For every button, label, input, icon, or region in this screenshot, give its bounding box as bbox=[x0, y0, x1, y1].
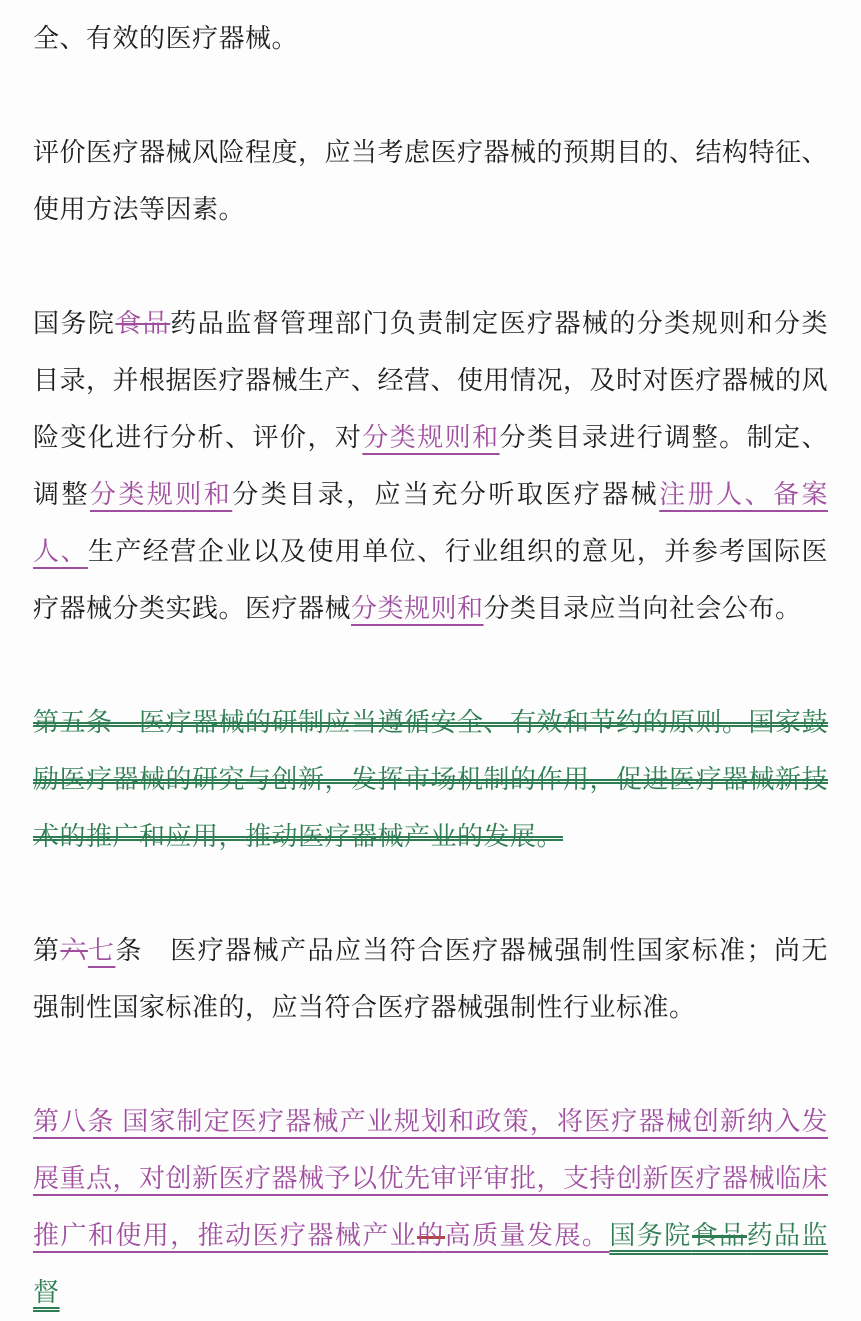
text-run-ins-purple: 第八条 国家制定医疗器械产业规划和政策，将医疗器械创新纳入发展重点，对创新医疗器械予以优先审评审批，支持创新医疗器械临床推广和使用，推动医疗器械产业 bbox=[33, 1107, 829, 1250]
text-run-normal: 第 bbox=[33, 936, 61, 965]
text-run-normal: 药品监督管理部门负责制定医疗器械的分类规则和分类目录，并根据医疗器械生产、经营、使用情况，及时对医疗器械的风险变化进行分析、评价，对 bbox=[33, 309, 829, 452]
text-run-move-green: 国务院 bbox=[609, 1221, 692, 1250]
text-run-ins-purple: 七 bbox=[87, 936, 116, 965]
text-run-ins-purple: 注册人、备案人、 bbox=[33, 480, 828, 566]
paragraph-2 bbox=[33, 124, 828, 238]
text-run-normal: 分类目录进行调整。制定、调整 bbox=[33, 423, 828, 509]
text-run-ins-purple: 高质量发展。 bbox=[444, 1221, 610, 1250]
text-run-del-green-double: 第五条 医疗器械的研制应当遵循安全、有效和节约的原则。国家鼓励医疗器械的研究与创新，发挥市场机制的作用，促进医疗器械新技术的推广和应用，推动医疗器械产业的发展。 bbox=[33, 708, 829, 851]
text-run-normal: 分类目录，应当充分听取医疗器械 bbox=[232, 480, 660, 509]
text-run-del-purple: 六 bbox=[60, 936, 88, 965]
text-run-ins-purple: 分类规则和 bbox=[362, 423, 500, 452]
text-run-normal: 全、有效的医疗器械。 bbox=[33, 24, 299, 53]
paragraph-1 bbox=[33, 10, 828, 67]
paragraph-6 bbox=[33, 1093, 828, 1321]
text-run-normal: 分类目录应当向社会公布。 bbox=[483, 594, 802, 623]
text-run-normal: 条 医疗器械产品应当符合医疗器械强制性国家标准；尚无强制性国家标准的，应当符合医疗器械强制性行业标准。 bbox=[33, 936, 828, 1022]
paragraph-3 bbox=[33, 295, 828, 637]
text-run-move-green: 药品监督 bbox=[33, 1221, 828, 1307]
text-run-ins-purple: 分类规则和 bbox=[351, 594, 484, 623]
paragraph-4 bbox=[33, 694, 828, 865]
paragraph-5 bbox=[33, 922, 828, 1036]
text-run-normal: 国务院 bbox=[33, 309, 116, 338]
text-run-del-purple: 食品 bbox=[115, 309, 171, 338]
text-run-ins-purple-del-red: 的 bbox=[417, 1221, 445, 1250]
text-run-ins-purple: 分类规则和 bbox=[89, 480, 233, 509]
text-run-normal: 生产经营企业以及使用单位、行业组织的意见，并参考国际医疗器械分类实践。医疗器械 bbox=[33, 537, 828, 623]
text-run-move-green-del: 食品 bbox=[691, 1221, 747, 1250]
text-run-normal: 评价医疗器械风险程度，应当考虑医疗器械的预期目的、结构特征、使用方法等因素。 bbox=[33, 138, 829, 224]
